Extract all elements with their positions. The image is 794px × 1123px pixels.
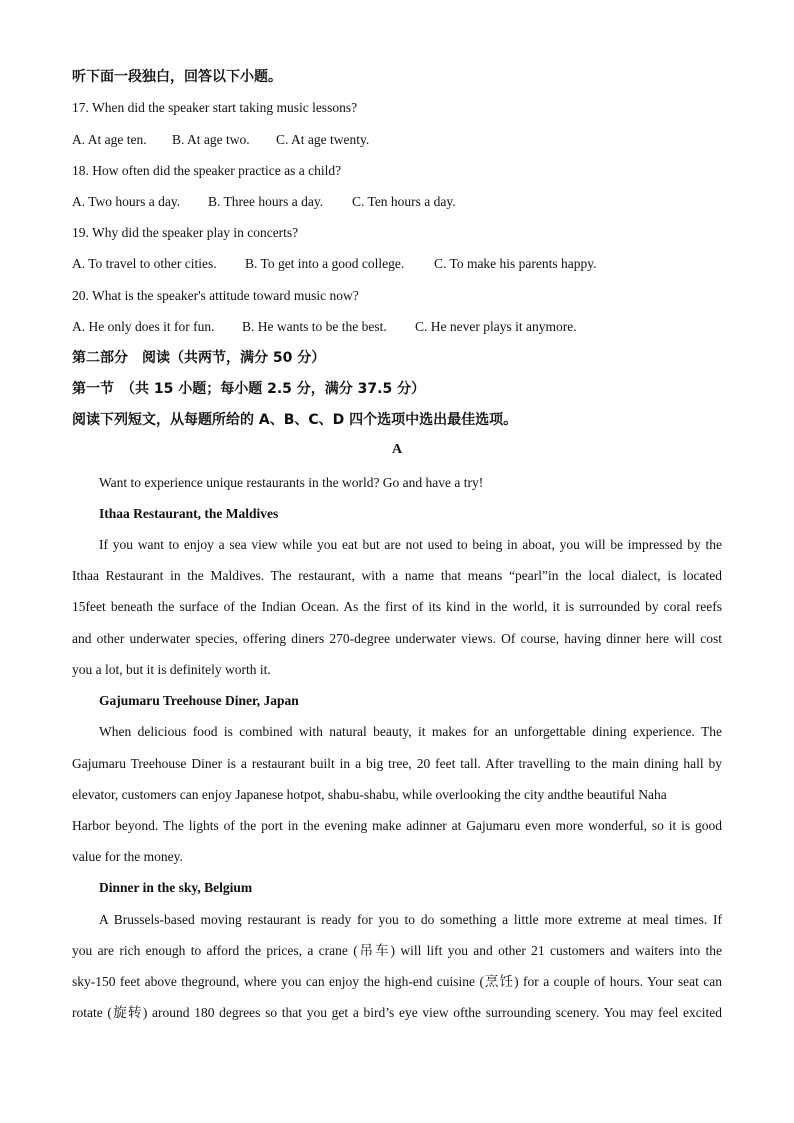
paragraph-line: rotate (旋转) around 180 degrees so that you get a bird’s eye view ofthe surrounding scenery. You may feel excited	[72, 1005, 722, 1020]
reading-instruction: 阅读下列短文，从每题所给的 A、B、C、D 四个选项中选出最佳选项。	[72, 412, 518, 428]
paragraph-line: value for the money.	[72, 849, 183, 864]
question-18-options	[72, 193, 722, 211]
passage-label: A	[391, 442, 403, 457]
option-a: A. Two hours a day.	[72, 194, 181, 209]
option-b: B. To get into a good college.	[245, 256, 405, 271]
paragraph-line: sky-150 feet above theground, where you can enjoy the high-end cuisine (烹饪) for a couple of hours. Your seat can	[72, 974, 722, 989]
option-c: C. Ten hours a day.	[352, 194, 456, 209]
paragraph-line: you are rich enough to afford the prices, a crane (吊车) will lift you and other 21 customers and waiters into the	[72, 943, 722, 958]
question-19-options	[72, 255, 722, 273]
question-17-options	[72, 131, 722, 149]
part-heading: 第二部分 阅读（共两节，满分 50 分）	[72, 350, 326, 366]
option-a: A. To travel to other cities.	[72, 256, 217, 271]
option-c: C. At age twenty.	[276, 132, 370, 147]
section-heading: 第一节 （共 15 小题；每小题 2.5 分，满分 37.5 分）	[72, 381, 426, 397]
question-20-stem: 20. What is the speaker's attitude toward music now?	[72, 288, 359, 303]
option-c: C. He never plays it anymore.	[415, 319, 577, 334]
question-18-stem: 18. How often did the speaker practice as a child?	[72, 163, 342, 178]
option-b: B. He wants to be the best.	[242, 319, 387, 334]
section-title-gajumaru: Gajumaru Treehouse Diner, Japan	[99, 693, 299, 708]
paragraph-line: and other underwater species, offering diners 270-degree underwater views. Of course, having dinner here will cost	[72, 631, 722, 646]
listening-instruction: 听下面一段独白，回答以下小题。	[72, 69, 282, 85]
paragraph-line: Gajumaru Treehouse Diner is a restaurant built in a big tree, 20 feet tall. After travelling to the main dining hall by	[72, 756, 722, 771]
question-17-stem: 17. When did the speaker start taking music lessons?	[72, 100, 358, 115]
option-a: A. At age ten.	[72, 132, 147, 147]
question-19-stem: 19. Why did the speaker play in concerts?	[72, 225, 299, 240]
paragraph-line: you a lot, but it is definitely worth it.	[72, 662, 271, 677]
paragraph-line: Harbor beyond. The lights of the port in the evening make adinner at Gajumaru even more wonderful, so it is good	[72, 818, 722, 833]
option-b: B. Three hours a day.	[208, 194, 324, 209]
paragraph-line: When delicious food is combined with natural beauty, it makes for an unforgettable dining experience. The	[99, 724, 722, 739]
question-20-options	[72, 318, 722, 336]
option-a: A. He only does it for fun.	[72, 319, 215, 334]
paragraph-line: elevator, customers can enjoy Japanese hotpot, shabu-shabu, while overlooking the city andthe beautiful Naha	[72, 787, 667, 802]
passage-intro: Want to experience unique restaurants in the world? Go and have a try!	[99, 475, 484, 490]
option-c: C. To make his parents happy.	[434, 256, 597, 271]
paragraph-line: Ithaa Restaurant in the Maldives. The restaurant, with a name that means “pearl”in the local dialect, is located	[72, 568, 722, 583]
paragraph-line: If you want to enjoy a sea view while you eat but are not used to being in aboat, you will be impressed by the	[99, 537, 722, 552]
section-title-dinner-sky: Dinner in the sky, Belgium	[99, 880, 253, 895]
option-b: B. At age two.	[172, 132, 250, 147]
section-title-ithaa: Ithaa Restaurant, the Maldives	[99, 506, 279, 521]
paragraph-line: A Brussels-based moving restaurant is ready for you to do something a little more extreme at meal times. If	[99, 912, 722, 927]
paragraph-line: 15feet beneath the surface of the Indian Ocean. As the first of its kind in the world, it is surrounded by coral reefs	[72, 599, 722, 614]
